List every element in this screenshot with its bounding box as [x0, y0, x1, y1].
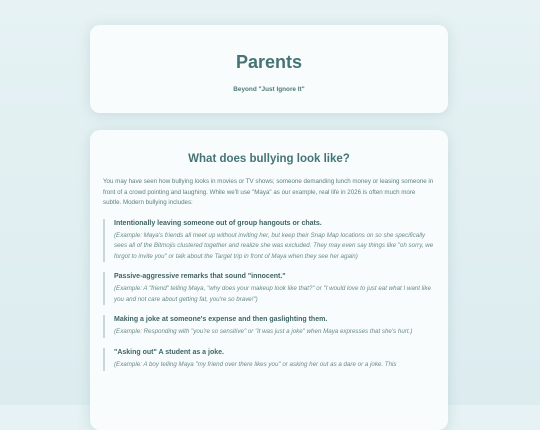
- section-heading: What does bullying look like?: [188, 153, 350, 165]
- example-title: "Asking out" A student as a joke.: [114, 349, 224, 357]
- page-subtitle: Beyond "Just Ignore It": [233, 86, 305, 93]
- bullying-section-card: [90, 130, 448, 430]
- example-text: (Example: A boy telling Maya "my friend over there likes you" or asking her out as a dare or a joke. This: [114, 361, 397, 369]
- example-text: (Example: A "friend" telling Maya, "why does your makeup look like that?" or "I would love to just eat what I want like you and not care about getting fat, you're so brave!"): [114, 285, 431, 303]
- page-title: Parents: [235, 52, 303, 72]
- section-intro: You may have seen how bullying looks in movies or TV shows; someone demanding lunch money or leasing someone in front of a crowd pointing and laughing. While we'll use "Maya" as our example, real life in 2026 is often much more subtle. Modern bullying includes:: [103, 178, 434, 206]
- example-title: Intentionally leaving someone out of group hangouts or chats.: [114, 219, 322, 227]
- example-title: Passive-aggressive remarks that sound "innocent.": [114, 273, 286, 281]
- hero-card: [90, 25, 448, 113]
- bullying-example-item: [103, 348, 435, 371]
- example-text: (Example: Responding with "you're so sensitive" or "it was just a joke" when Maya expresses that she's hurt.): [114, 328, 413, 336]
- example-text: (Example: Maya's friends all meet up without inviting her, but keep their Snap Map locations on so she specifically sees all of the Bitmojis clustered together and realize she was excluded. They may even say things like "oh sorry, we forgot to invite you" or talk about the Target trip in front of Maya when they see her again): [114, 231, 434, 260]
- example-title: Making a joke at someone's expense and then gaslighting them.: [114, 316, 328, 324]
- bullying-example-item: [103, 272, 435, 305]
- bullying-example-item: [103, 219, 435, 263]
- bullying-example-item: [103, 315, 435, 338]
